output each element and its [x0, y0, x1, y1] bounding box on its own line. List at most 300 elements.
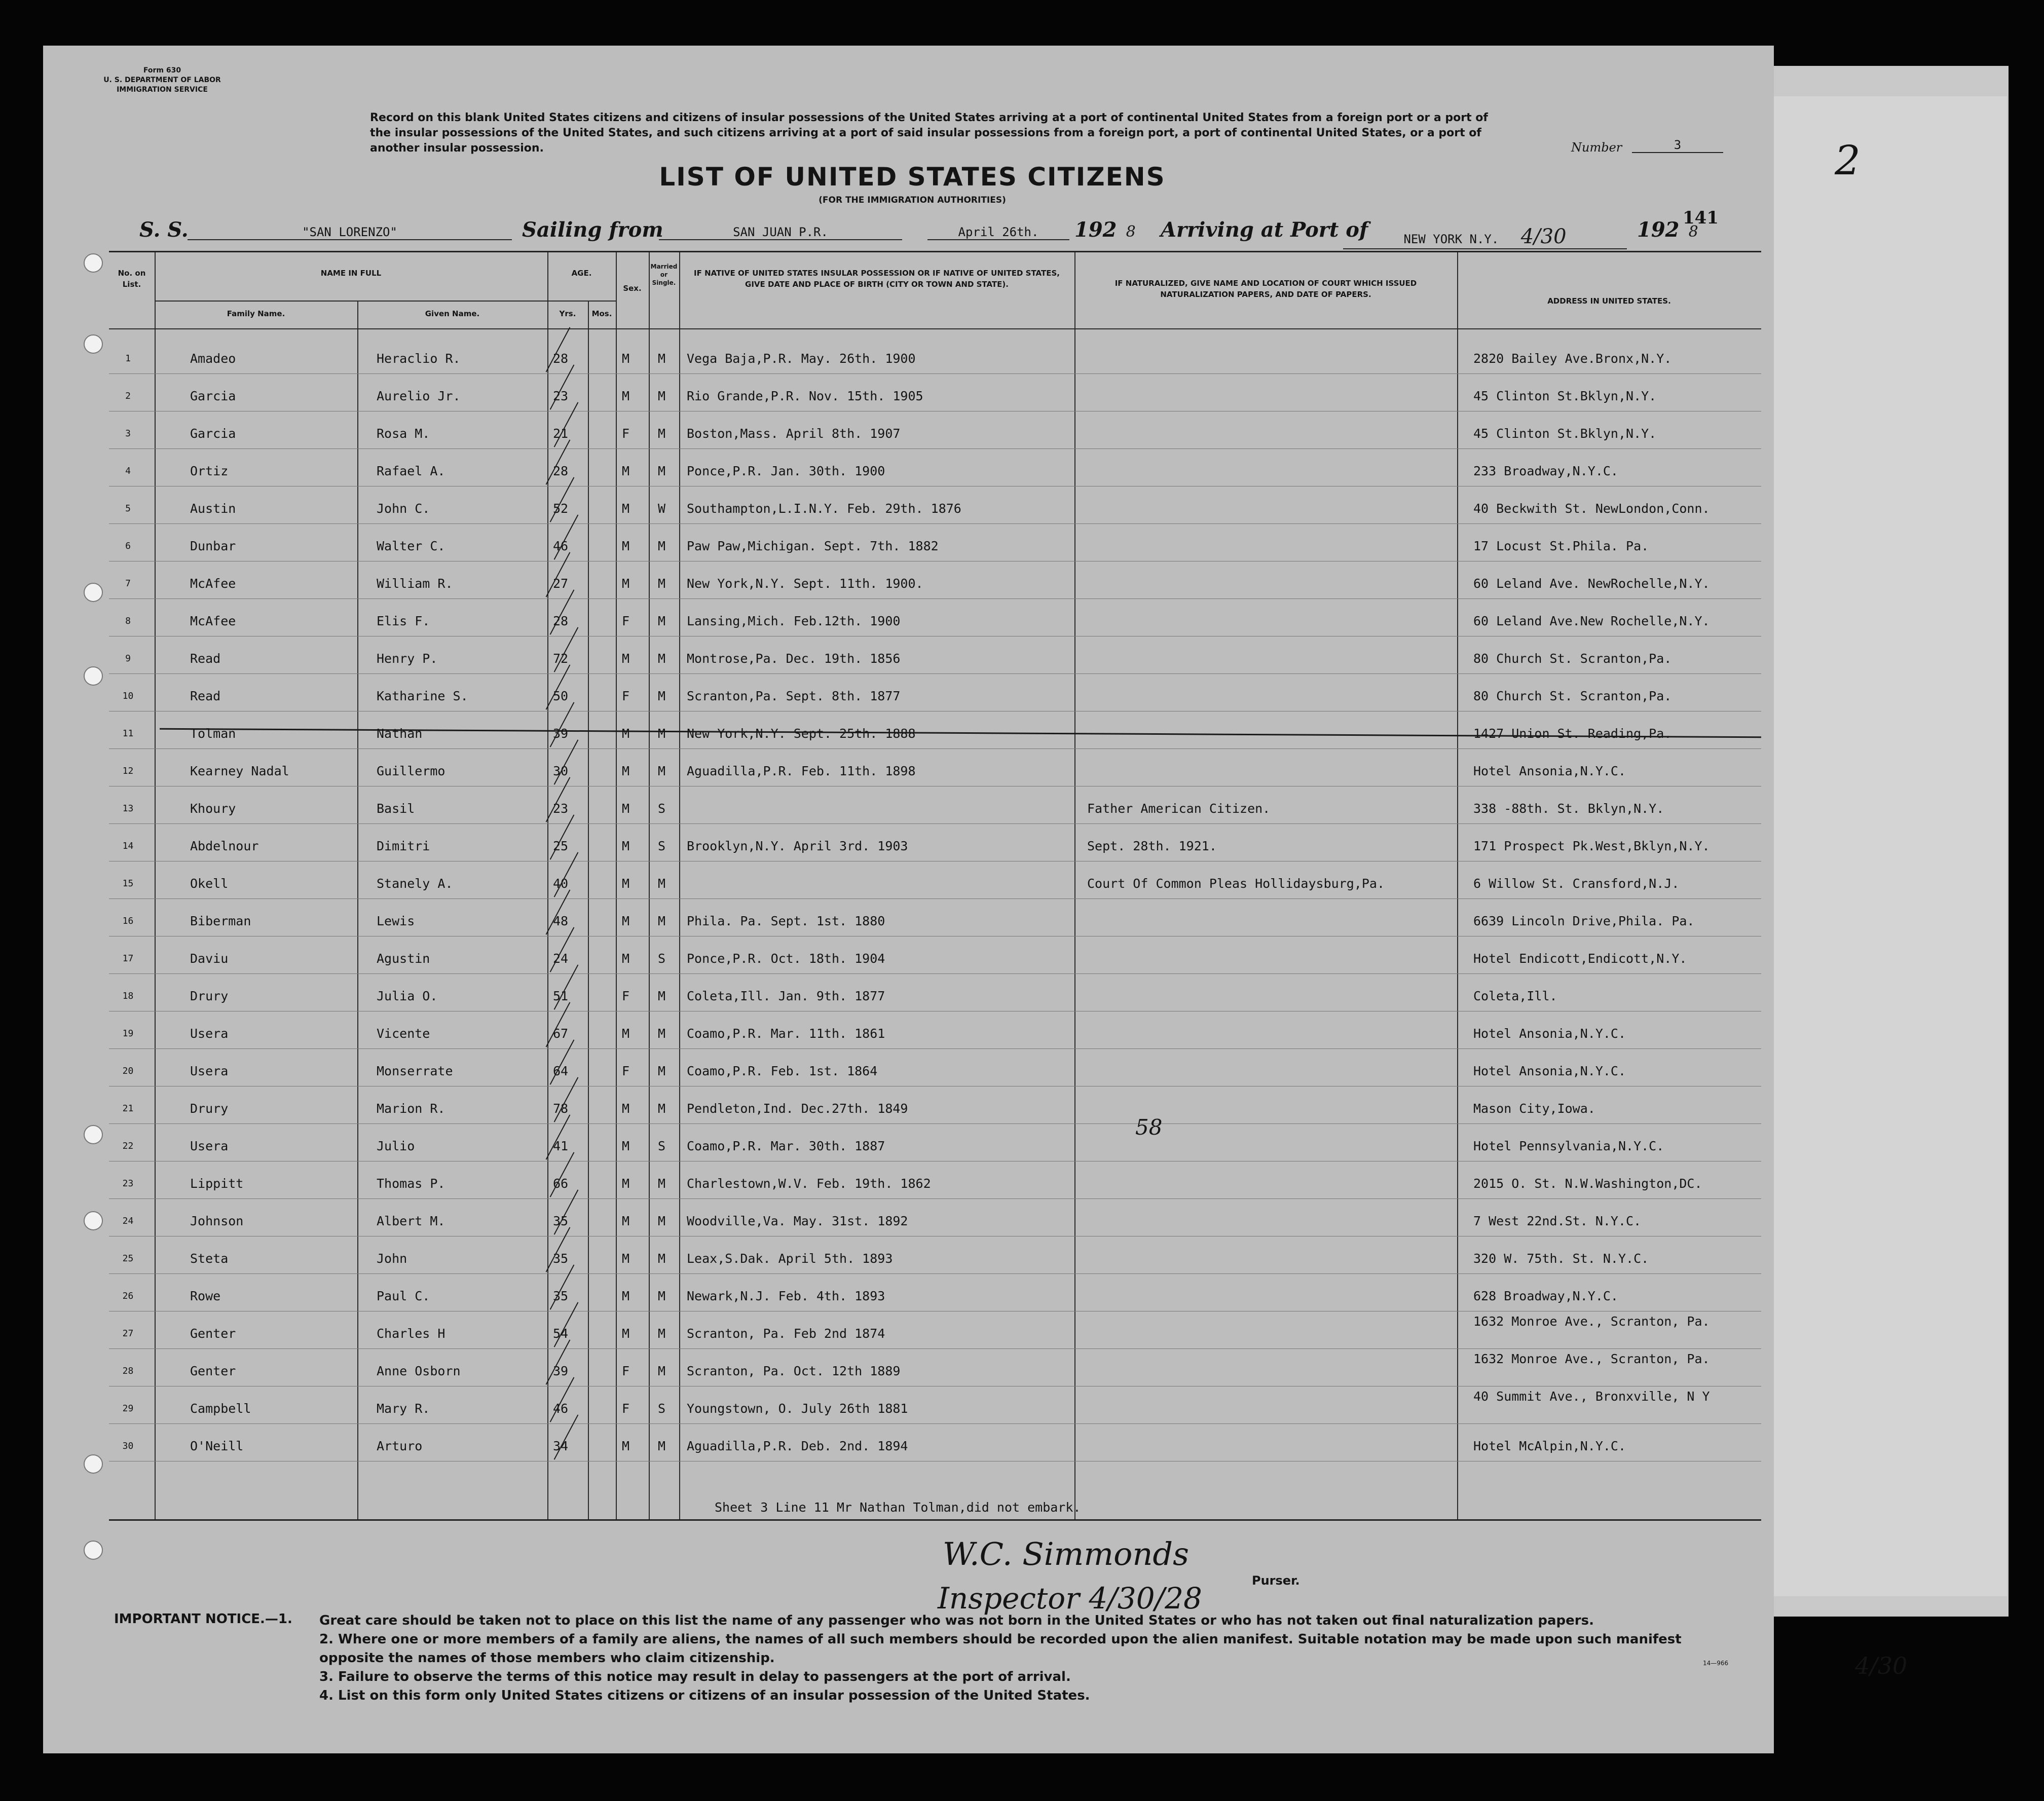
ship-label: S. S. [139, 218, 189, 242]
row-number: 19 [122, 1028, 134, 1039]
us-address: 80 Church St. Scranton,Pa. [1473, 651, 1672, 666]
us-address: Hotel Endicott,Endicott,N.Y. [1473, 951, 1687, 966]
table-row [109, 1123, 1761, 1161]
us-address: Hotel Ansonia,N.Y.C. [1473, 764, 1626, 778]
age-years: 25 [553, 839, 569, 853]
marital-status: M [658, 914, 666, 928]
check-mark [554, 964, 579, 1009]
table-row [109, 523, 1761, 561]
notice-title: IMPORTANT NOTICE.—1. [114, 1611, 292, 1627]
check-mark [554, 1077, 579, 1122]
family-name: Okell [190, 876, 229, 891]
check-mark [546, 1227, 571, 1272]
table-row [109, 1086, 1761, 1124]
arriving-label: Arriving at Port of [1161, 218, 1368, 242]
given-name: Katharine S. [377, 689, 468, 703]
sex: F [622, 1364, 630, 1378]
family-name: Rowe [190, 1289, 221, 1303]
marital-status: M [658, 1101, 666, 1116]
table-row [109, 336, 1761, 374]
given-name: Arturo [377, 1439, 423, 1453]
col-header-given: Given Name. [425, 309, 480, 318]
birth-place-date: New York,N.Y. Sept. 25th. 1888 [687, 726, 916, 741]
sex: F [622, 689, 630, 703]
row-number: 29 [122, 1403, 134, 1414]
col-header-sex: Sex. [623, 284, 642, 293]
us-address: 40 Beckwith St. NewLondon,Conn. [1473, 501, 1710, 516]
family-name: Usera [190, 1026, 229, 1041]
marital-status: M [658, 876, 666, 891]
family-name: Genter [190, 1326, 236, 1341]
birth-place-date: Vega Baja,P.R. May. 26th. 1900 [687, 351, 916, 366]
age-years: 52 [553, 501, 569, 516]
row-number: 14 [122, 841, 134, 851]
marital-status: M [658, 1251, 666, 1266]
sex: M [622, 1026, 630, 1041]
embarkation-note: Sheet 3 Line 11 Mr Nathan Tolman,did not embark. [715, 1500, 1081, 1515]
family-name: Usera [190, 1064, 229, 1078]
us-address: Coleta,Ill. [1473, 989, 1557, 1003]
birth-place-date: Coamo,P.R. Mar. 11th. 1861 [687, 1026, 885, 1041]
sex: M [622, 801, 630, 816]
sex: M [622, 576, 630, 591]
us-address: 17 Locust St.Phila. Pa. [1473, 539, 1649, 553]
check-mark [546, 1114, 571, 1159]
marital-status: S [658, 801, 666, 816]
birth-place-date: Brooklyn,N.Y. April 3rd. 1903 [687, 839, 908, 853]
given-name: Marion R. [377, 1101, 445, 1116]
marital-status: M [658, 1364, 666, 1378]
given-name: William R. [377, 576, 453, 591]
given-name: Aurelio Jr. [377, 389, 461, 403]
birth-place-date: Coleta,Ill. Jan. 9th. 1877 [687, 989, 885, 1003]
check-mark [554, 627, 579, 672]
col-header-birth: IF NATIVE OF UNITED STATES INSULAR POSSESSION OR IF NATIVE OF UNITED STATES, GIVE DATE AND PLACE OF BIRTH (CITY OR TOWN AND STATE). [694, 269, 1060, 289]
list-number: 3 [1632, 138, 1723, 153]
check-mark [554, 852, 579, 897]
given-name: Anne Osborn [377, 1364, 461, 1378]
marital-status: S [658, 839, 666, 853]
margin-number: 58 [1135, 1115, 1163, 1140]
check-mark [554, 739, 579, 784]
given-name: Basil [377, 801, 415, 816]
given-name: Heraclio R. [377, 351, 461, 366]
form-code: 14—966 [1703, 1660, 1729, 1667]
family-name: Garcia [190, 426, 236, 441]
family-name: Drury [190, 1101, 229, 1116]
check-mark [550, 589, 575, 634]
age-years: 54 [553, 1326, 569, 1341]
sex: M [622, 876, 630, 891]
us-address: Hotel Ansonia,N.Y.C. [1473, 1064, 1626, 1078]
us-address: 6639 Lincoln Drive,Phila. Pa. [1473, 914, 1695, 928]
marital-status: M [658, 1026, 666, 1041]
age-years: 28 [553, 614, 569, 628]
table-row [109, 1348, 1761, 1386]
family-name: Austin [190, 501, 236, 516]
family-name: Abdelnour [190, 839, 259, 853]
table-row [109, 1311, 1761, 1349]
row-number: 11 [122, 728, 134, 739]
check-mark [554, 402, 579, 447]
row-number: 24 [122, 1216, 134, 1226]
given-name: John [377, 1251, 407, 1266]
sex: M [622, 539, 630, 553]
us-address: 80 Church St. Scranton,Pa. [1473, 689, 1672, 703]
check-mark [546, 1339, 571, 1384]
us-address: 2015 O. St. N.W.Washington,DC. [1473, 1176, 1702, 1191]
underlying-page-2 [1733, 96, 2007, 1596]
row-number: 10 [122, 691, 134, 701]
family-name: Tolman [190, 726, 236, 741]
sex: M [622, 389, 630, 403]
us-address: 233 Broadway,N.Y.C. [1473, 464, 1618, 478]
department: U. S. DEPARTMENT OF LABOR [103, 76, 221, 84]
sex: F [622, 1064, 630, 1078]
row-number: 13 [122, 803, 134, 814]
table-row [109, 1423, 1761, 1461]
given-name: Lewis [377, 914, 415, 928]
marital-status: M [658, 726, 666, 741]
departure-date: April 26th. [927, 225, 1069, 240]
birth-place-date: Pendleton,Ind. Dec.27th. 1849 [687, 1101, 908, 1116]
binder-hole [84, 1541, 103, 1560]
margin-mark: 2 [1835, 137, 1861, 184]
marital-status: S [658, 1139, 666, 1153]
row-number: 2 [125, 391, 131, 401]
us-address: 6 Willow St. Cransford,N.J. [1473, 876, 1680, 891]
given-name: Paul C. [377, 1289, 430, 1303]
us-address: 60 Leland Ave.New Rochelle,N.Y. [1473, 614, 1710, 628]
given-name: Dimitri [377, 839, 430, 853]
marital-status: M [658, 651, 666, 666]
us-address: 45 Clinton St.Bklyn,N.Y. [1473, 426, 1657, 441]
check-mark [550, 364, 575, 409]
marital-status: M [658, 464, 666, 478]
sex: M [622, 1214, 630, 1228]
row-number: 9 [125, 653, 131, 664]
family-name: Lippitt [190, 1176, 244, 1191]
row-number: 25 [122, 1253, 134, 1264]
marital-status: M [658, 764, 666, 778]
birth-place-date: Aguadilla,P.R. Deb. 2nd. 1894 [687, 1439, 908, 1453]
age-years: 28 [553, 464, 569, 478]
marital-status: M [658, 689, 666, 703]
birth-place-date: Lansing,Mich. Feb.12th. 1900 [687, 614, 901, 628]
arrival-date: 4/30 [1520, 225, 1567, 248]
table-row [109, 898, 1761, 936]
given-name: Vicente [377, 1026, 430, 1041]
check-mark [550, 1152, 575, 1197]
birth-place-date: Coamo,P.R. Feb. 1st. 1864 [687, 1064, 878, 1078]
birth-place-date: Woodville,Va. May. 31st. 1892 [687, 1214, 908, 1228]
age-years: 67 [553, 1026, 569, 1041]
us-address: 2820 Bailey Ave.Bronx,N.Y. [1473, 351, 1672, 366]
age-years: 48 [553, 914, 569, 928]
marital-status: M [658, 1326, 666, 1341]
marital-status: M [658, 1289, 666, 1303]
notice-item: 2. Where one or more members of a family are aliens, the names of all such members should be recorded upon the alien manifest. Suitable notation may be made upon such manifest opposite the names of those members who claim citizenship. [319, 1632, 1682, 1666]
table-row [109, 373, 1761, 411]
birth-place-date: Scranton, Pa. Feb 2nd 1874 [687, 1326, 885, 1341]
given-name: Rosa M. [377, 426, 430, 441]
marital-status: M [658, 576, 666, 591]
age-years: 35 [553, 1289, 569, 1303]
marital-status: S [658, 951, 666, 966]
check-mark [554, 1414, 579, 1459]
table-row [109, 936, 1761, 974]
birth-place-date: Aguadilla,P.R. Feb. 11th. 1898 [687, 764, 916, 778]
given-name: Agustin [377, 951, 430, 966]
table-row [109, 786, 1761, 824]
sex: M [622, 1439, 630, 1453]
row-number: 5 [125, 503, 131, 514]
table-row [109, 636, 1761, 674]
table-row [109, 448, 1761, 486]
birth-place-date: New York,N.Y. Sept. 11th. 1900. [687, 576, 923, 591]
table-row [109, 861, 1761, 899]
row-number: 27 [122, 1328, 134, 1339]
table-row [109, 1236, 1761, 1274]
check-mark [550, 1377, 575, 1422]
notice-item: Great care should be taken not to place on this list the name of any passenger who was not born in the United States or who has not taken out final naturalization papers. [319, 1613, 1594, 1628]
given-name: Julia O. [377, 989, 438, 1003]
sex: M [622, 726, 630, 741]
binder-hole [84, 583, 103, 602]
sex: M [622, 501, 630, 516]
row-number: 18 [122, 991, 134, 1001]
marital-status: M [658, 1064, 666, 1078]
age-years: 23 [553, 801, 569, 816]
check-mark [550, 814, 575, 859]
sex: M [622, 1101, 630, 1116]
notice-item: 3. Failure to observe the terms of this notice may result in delay to passengers at the port of arrival. [319, 1669, 1071, 1684]
sex: M [622, 914, 630, 928]
check-mark [550, 927, 575, 972]
sex: F [622, 614, 630, 628]
given-name: Rafael A. [377, 464, 445, 478]
age-years: 30 [553, 764, 569, 778]
purser-signature: W.C. Simmonds [943, 1535, 1189, 1572]
table-row [109, 561, 1761, 599]
birth-place-date: Ponce,P.R. Jan. 30th. 1900 [687, 464, 885, 478]
given-name: Albert M. [377, 1214, 445, 1228]
family-name: Genter [190, 1364, 236, 1378]
purser-label: Purser. [1252, 1573, 1300, 1588]
birth-place-date: Scranton,Pa. Sept. 8th. 1877 [687, 689, 901, 703]
check-mark [546, 1002, 571, 1047]
table-row [109, 973, 1761, 1011]
family-name: Usera [190, 1139, 229, 1153]
sailing-label: Sailing from [522, 218, 663, 242]
age-years: 39 [553, 1364, 569, 1378]
marital-status: M [658, 539, 666, 553]
marital-status: M [658, 389, 666, 403]
age-years: 28 [553, 351, 569, 366]
family-name: Amadeo [190, 351, 236, 366]
given-name: Charles H [377, 1326, 445, 1341]
sex: F [622, 1401, 630, 1416]
binder-hole [84, 334, 103, 354]
table-row [109, 1161, 1761, 1199]
inspection-check-marks [537, 284, 598, 1475]
table-row [109, 711, 1761, 749]
binder-hole [84, 1125, 103, 1144]
age-years: 66 [553, 1176, 569, 1191]
sex: M [622, 1251, 630, 1266]
sex: M [622, 1326, 630, 1341]
birth-place-date: Rio Grande,P.R. Nov. 15th. 1905 [687, 389, 923, 403]
form-number-block [101, 66, 223, 95]
us-address: 338 -88th. St. Bklyn,N.Y. [1473, 801, 1664, 816]
binder-hole [84, 666, 103, 686]
birth-place-date: Leax,S.Dak. April 5th. 1893 [687, 1251, 893, 1266]
naturalization: Father American Citizen. [1087, 801, 1271, 816]
given-name: Guillermo [377, 764, 445, 778]
us-address: 40 Summit Ave., Bronxville, N Y [1473, 1389, 1710, 1404]
us-address: 628 Broadway,N.Y.C. [1473, 1289, 1618, 1303]
row-number: 1 [125, 353, 131, 364]
row-number: 23 [122, 1178, 134, 1189]
us-address: 1427 Union St. Reading,Pa. [1473, 726, 1672, 741]
family-name: Steta [190, 1251, 229, 1266]
age-years: 64 [553, 1064, 569, 1078]
check-mark [546, 327, 571, 372]
family-name: Read [190, 689, 221, 703]
check-mark [550, 1264, 575, 1309]
binder-hole [84, 253, 103, 273]
inspector-signature: Inspector 4/30/28 [938, 1581, 1202, 1616]
birth-place-date: Coamo,P.R. Mar. 30th. 1887 [687, 1139, 885, 1153]
age-years: 35 [553, 1251, 569, 1266]
us-address: 1632 Monroe Ave., Scranton, Pa. [1473, 1314, 1710, 1329]
age-years: 23 [553, 389, 569, 403]
marital-status: M [658, 989, 666, 1003]
us-address: 1632 Monroe Ave., Scranton, Pa. [1473, 1352, 1710, 1366]
table-row [109, 1011, 1761, 1049]
age-years: 39 [553, 726, 569, 741]
family-name: Campbell [190, 1401, 251, 1416]
age-years: 78 [553, 1101, 569, 1116]
age-years: 34 [553, 1439, 569, 1453]
number-label: Number [1571, 140, 1622, 155]
row-number: 28 [122, 1366, 134, 1376]
marital-status: M [658, 1176, 666, 1191]
age-years: 41 [553, 1139, 569, 1153]
sex: M [622, 1289, 630, 1303]
row-number: 20 [122, 1066, 134, 1076]
marital-status: M [658, 614, 666, 628]
row-number: 8 [125, 616, 131, 626]
passenger-table [109, 251, 1761, 1521]
departure-port: SAN JUAN P.R. [659, 225, 902, 240]
table-row [109, 823, 1761, 861]
family-name: Garcia [190, 389, 236, 403]
form-instructions: Record on this blank United States citizens and citizens of insular possessions of the United States arriving at a port of continental United States from a foreign port or a port of the insular possessions of the United States, and such citizens arriving at a port of said insular possessions from a foreign port, a port of continental United States, or a port of another insular possession. [370, 111, 1488, 155]
age-years: 50 [553, 689, 569, 703]
naturalization: Court Of Common Pleas Hollidaysburg,Pa. [1087, 876, 1385, 891]
family-name: McAfee [190, 614, 236, 628]
given-name: Nathan [377, 726, 423, 741]
col-header-name: NAME IN FULL [320, 269, 382, 278]
given-name: Henry P. [377, 651, 438, 666]
check-mark [546, 777, 571, 822]
table-row [109, 748, 1761, 786]
us-address: 7 West 22nd.St. N.Y.C. [1473, 1214, 1642, 1228]
check-mark [546, 552, 571, 597]
table-row [109, 1386, 1761, 1424]
sex: M [622, 651, 630, 666]
birth-place-date: Paw Paw,Michigan. Sept. 7th. 1882 [687, 539, 939, 553]
us-address: 171 Prospect Pk.West,Bklyn,N.Y. [1473, 839, 1710, 853]
marital-status: M [658, 351, 666, 366]
check-mark [546, 664, 571, 709]
col-header-age: AGE. [571, 269, 592, 278]
row-number: 12 [122, 766, 134, 776]
marital-status: W [658, 501, 666, 516]
row-number: 26 [122, 1291, 134, 1301]
given-name: Mary R. [377, 1401, 430, 1416]
row-number: 15 [122, 878, 134, 889]
family-name: Biberman [190, 914, 251, 928]
sex: M [622, 764, 630, 778]
birth-place-date: Boston,Mass. April 8th. 1907 [687, 426, 901, 441]
notice-item: 4. List on this form only United States citizens or citizens of an insular possession of the United States. [319, 1688, 1090, 1703]
marital-status: S [658, 1401, 666, 1416]
service: IMMIGRATION SERVICE [117, 86, 208, 94]
row-number: 21 [122, 1103, 134, 1114]
us-address: Hotel Ansonia,N.Y.C. [1473, 1026, 1626, 1041]
check-mark [550, 702, 575, 747]
check-mark [554, 514, 579, 559]
check-mark [554, 1302, 579, 1347]
family-name: Dunbar [190, 539, 236, 553]
page-title: LIST OF UNITED STATES CITIZENS [659, 162, 1166, 192]
naturalization: Sept. 28th. 1921. [1087, 839, 1217, 853]
birth-place-date: Montrose,Pa. Dec. 19th. 1856 [687, 651, 901, 666]
col-header-address: ADDRESS IN UNITED STATES. [1547, 296, 1671, 306]
birth-place-date: Newark,N.J. Feb. 4th. 1893 [687, 1289, 885, 1303]
age-years: 46 [553, 1401, 569, 1416]
arrival-year: 192 8 [1637, 218, 1698, 242]
given-name: Thomas P. [377, 1176, 445, 1191]
sex: M [622, 464, 630, 478]
marital-status: M [658, 1439, 666, 1453]
family-name: Khoury [190, 801, 236, 816]
row-number: 30 [122, 1441, 134, 1451]
family-name: Ortiz [190, 464, 229, 478]
age-years: 24 [553, 951, 569, 966]
page-number: 141 [1683, 208, 1719, 228]
ship-name: "SAN LORENZO" [188, 225, 512, 240]
important-notice [319, 1611, 1738, 1705]
family-name: Daviu [190, 951, 229, 966]
birth-place-date: Southampton,L.I.N.Y. Feb. 29th. 1876 [687, 501, 961, 516]
row-number: 16 [122, 916, 134, 926]
table-row [109, 1198, 1761, 1236]
family-name: Johnson [190, 1214, 244, 1228]
table-row [109, 1048, 1761, 1086]
binder-hole [84, 1211, 103, 1230]
us-address: 45 Clinton St.Bklyn,N.Y. [1473, 389, 1657, 403]
col-header-mos: Mos. [591, 309, 612, 318]
birth-place-date: Ponce,P.R. Oct. 18th. 1904 [687, 951, 885, 966]
page-subtitle: (FOR THE IMMIGRATION AUTHORITIES) [819, 195, 1006, 205]
marital-status: M [658, 426, 666, 441]
birth-place-date: Youngstown, O. July 26th 1881 [687, 1401, 908, 1416]
table-row [109, 486, 1761, 524]
family-name: Kearney Nadal [190, 764, 289, 778]
